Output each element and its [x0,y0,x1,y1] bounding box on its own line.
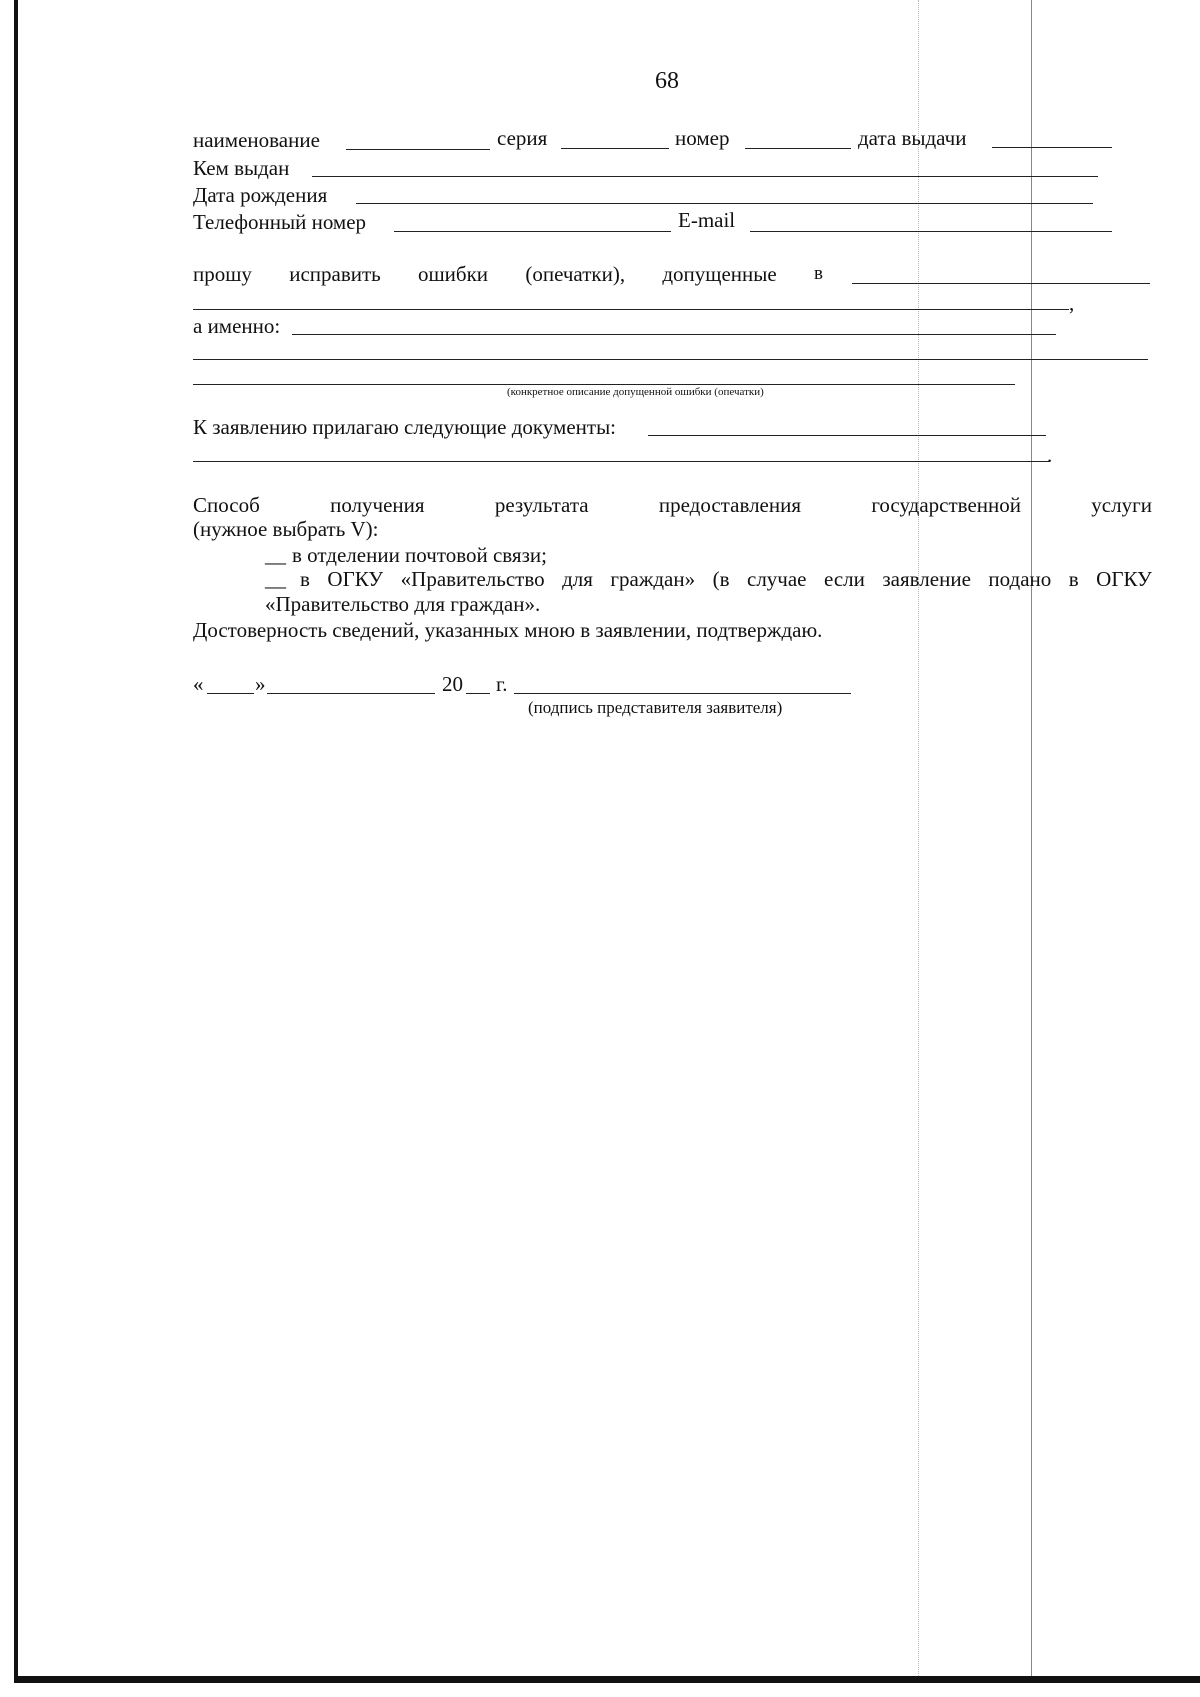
day-field-line [207,693,254,694]
date-close-quote: » [255,672,266,696]
attachments-field-line [648,435,1046,436]
option2-line [300,567,1152,591]
option2-word: ОГКУ [1096,567,1152,591]
birth-date-field-line [356,203,1093,204]
error-description-line-2 [193,384,1015,385]
issued-by-label: Кем выдан [193,156,290,180]
comma: , [1069,291,1075,315]
option2-word: заявление [882,567,971,591]
issue-date-field-line [992,147,1112,148]
year-prefix: 20 [442,672,463,696]
attachments-field-line-2 [193,461,1049,462]
error-description-line-1 [193,359,1148,360]
option1-blank: __ [265,543,286,567]
series-label: серия [497,126,548,150]
option2-word: «Правительство [400,567,545,591]
request-word: допущенные [662,262,777,286]
issue-date-label: дата выдачи [858,126,967,150]
error-description-caption: (конкретное описание допущенной ошибки (опечатки) [507,386,764,398]
series-field-line [561,148,669,149]
email-field-line [750,231,1112,232]
choose-line: (нужное выбрать V): [193,517,379,541]
phone-label: Телефонный номер [193,210,367,234]
attachments-label: К заявлению прилагаю следующие документы: [193,415,617,439]
request-document-line-2 [193,309,1069,310]
scan-bottom-border [14,1676,1200,1683]
month-field-line [267,693,435,694]
method-word: услуги [1091,493,1152,517]
option2-word: если [824,567,865,591]
option2-word: подано [988,567,1052,591]
option2-text-line2: «Правительство для граждан». [265,592,541,616]
request-word: исправить [289,262,381,286]
name-label: наименование [193,128,320,152]
request-line [193,262,823,286]
signature-field-line [514,693,851,694]
phone-field-line [394,231,671,232]
year-suffix: г. [496,672,508,696]
number-field-line [745,148,851,149]
confirmation-text: Достоверность сведений, указанных мною в заявлении, подтверждаю. [193,618,823,642]
year-field-line [466,693,490,694]
request-document-line [852,283,1150,284]
request-word: прошу [193,262,252,286]
option2-word: ОГКУ [327,567,384,591]
option2-word: (в [712,567,730,591]
method-word: предоставления [658,493,802,517]
option2-blank: __ [265,567,286,591]
method-word: получения [330,493,425,517]
birth-date-label: Дата рождения [193,183,328,207]
option2-word: случае [747,567,807,591]
option2-word: для [562,567,593,591]
scan-left-border [14,0,18,1682]
namely-field-line [292,334,1056,335]
request-word: (опечатки), [525,262,626,286]
scan-dotted-line [918,0,919,1676]
method-line [193,493,1152,517]
method-word: результата [494,493,589,517]
namely-label: а именно: [193,314,281,338]
option2-word: в [1068,567,1079,591]
scan-vertical-line [1031,0,1032,1676]
number-label: номер [675,126,730,150]
method-word: Способ [193,493,260,517]
page-number: 68 [655,68,679,94]
period: . [1047,443,1053,467]
option1-text: в отделении почтовой связи; [292,543,547,567]
name-field-line [346,149,490,150]
issued-by-field-line [312,176,1098,177]
request-word: в [813,263,823,284]
option2-word: в [300,567,310,591]
method-word: государственной [871,493,1021,517]
request-word: ошибки [418,262,489,286]
date-open-quote: « [193,672,204,696]
signature-caption: (подпись представителя заявителя) [528,698,783,717]
option2-word: граждан» [610,567,696,591]
email-label: E-mail [678,208,736,232]
